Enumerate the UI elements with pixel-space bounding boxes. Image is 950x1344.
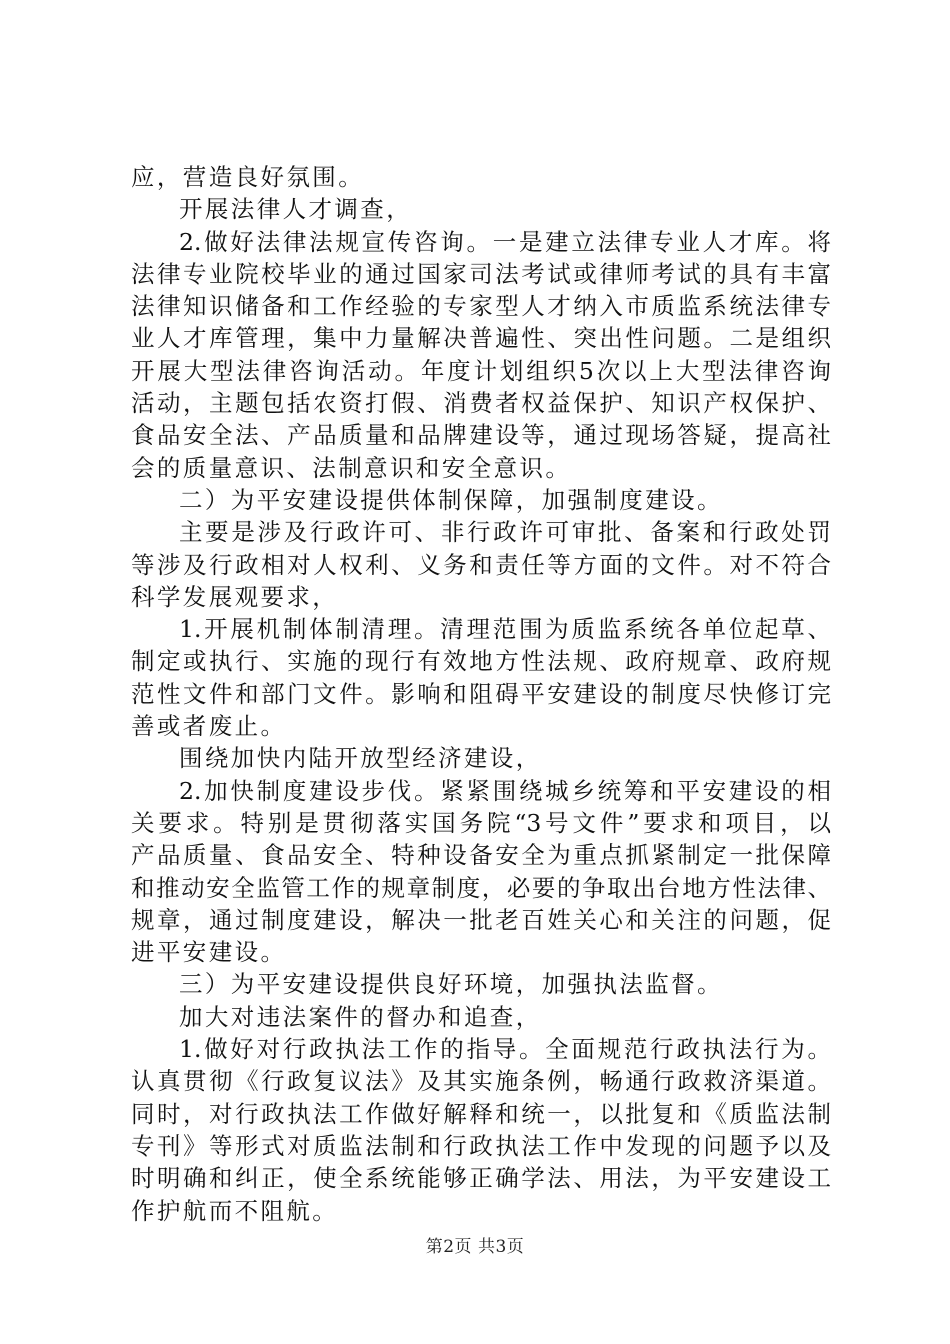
text-line: 1.开展机制体制清理。清理范围为质监系统各单位起草、 bbox=[179, 615, 831, 644]
text-line: 进平安建设。 bbox=[131, 938, 287, 967]
text-line: 应，营造良好氛围。 bbox=[131, 163, 365, 191]
document-body bbox=[131, 161, 831, 1227]
text-line: 三）为平安建设提供良好环境，加强执法监督。 bbox=[179, 970, 723, 999]
text-line: 业人才库管理，集中力量解决普遍性、突出性问题。二是组织 bbox=[131, 324, 831, 353]
text-line: 开展大型法律咨询活动。年度计划组织5次以上大型法律咨询 bbox=[131, 356, 831, 385]
text-line: 会的质量意识、法制意识和安全意识。 bbox=[131, 453, 572, 482]
text-line: 关要求。特别是贯彻落实国务院“3号文件”要求和项目，以 bbox=[131, 808, 831, 837]
text-line: 2.加快制度建设步伐。紧紧围绕城乡统筹和平安建设的相 bbox=[179, 776, 831, 805]
text-line: 制定或执行、实施的现行有效地方性法规、政府规章、政府规 bbox=[131, 647, 831, 676]
text-line: 活动，主题包括农资打假、消费者权益保护、知识产权保护、 bbox=[131, 389, 831, 418]
text-line: 加大对违法案件的督办和追查， bbox=[179, 1002, 542, 1031]
text-line: 和推动安全监管工作的规章制度，必要的争取出台地方性法律、 bbox=[131, 873, 831, 902]
text-line: 范性文件和部门文件。影响和阻碍平安建设的制度尽快修订完 bbox=[131, 679, 831, 708]
text-line: 法律专业院校毕业的通过国家司法考试或律师考试的具有丰富 bbox=[131, 259, 831, 288]
text-line: 专刊》等形式对质监法制和行政执法工作中发现的问题予以及 bbox=[131, 1131, 831, 1160]
text-line: 善或者废止。 bbox=[131, 712, 287, 741]
text-line: 1.做好对行政执法工作的指导。全面规范行政执法行为。 bbox=[179, 1035, 831, 1064]
text-line: 开展法律人才调查， bbox=[179, 195, 413, 224]
text-line: 二）为平安建设提供体制保障，加强制度建设。 bbox=[179, 485, 723, 514]
text-line: 同时，对行政执法工作做好解释和统一，以批复和《质监法制 bbox=[131, 1099, 831, 1128]
text-line: 产品质量、食品安全、特种设备安全为重点抓紧制定一批保障 bbox=[131, 841, 831, 870]
text-line: 围绕加快内陆开放型经济建设， bbox=[179, 744, 542, 773]
text-line: 作护航而不阻航。 bbox=[131, 1196, 339, 1225]
text-line: 食品安全法、产品质量和品牌建设等，通过现场答疑，提高社 bbox=[131, 421, 831, 450]
text-line: 等涉及行政相对人权利、义务和责任等方面的文件。对不符合 bbox=[131, 550, 831, 579]
text-line: 认真贯彻《行政复议法》及其实施条例，畅通行政救济渠道。 bbox=[131, 1067, 831, 1096]
text-line: 法律知识储备和工作经验的专家型人才纳入市质监系统法律专 bbox=[131, 292, 831, 321]
text-line: 主要是涉及行政许可、非行政许可审批、备案和行政处罚 bbox=[179, 518, 831, 547]
text-line: 科学发展观要求， bbox=[131, 582, 339, 611]
text-line: 规章，通过制度建设，解决一批老百姓关心和关注的问题，促 bbox=[131, 905, 831, 934]
text-line: 2.做好法律法规宣传咨询。一是建立法律专业人才库。将 bbox=[179, 227, 831, 256]
text-line: 时明确和纠正，使全系统能够正确学法、用法，为平安建设工 bbox=[131, 1164, 831, 1193]
page-number-footer: 第2页 共3页 bbox=[425, 1237, 525, 1257]
